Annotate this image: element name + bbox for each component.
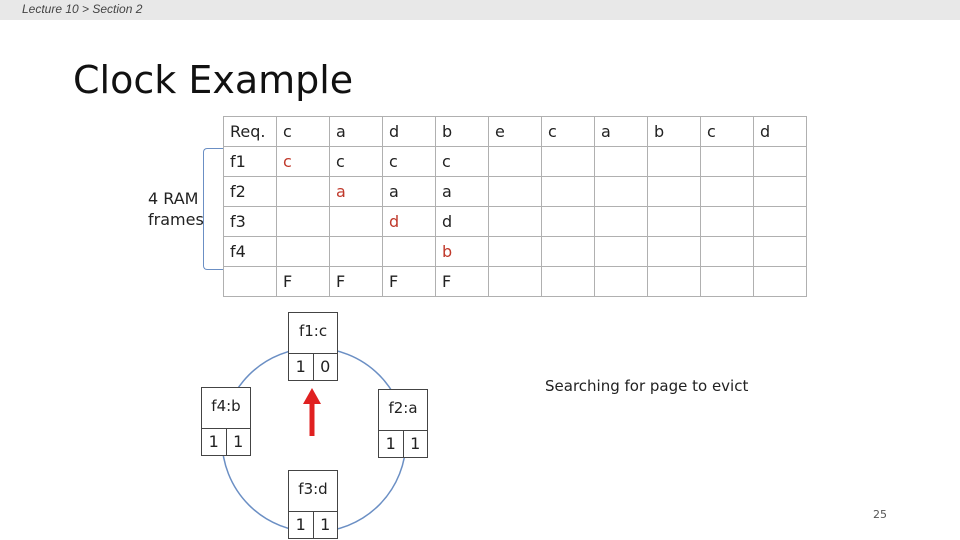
frame-label: f2:a (388, 399, 418, 417)
table-cell: F (383, 267, 436, 297)
table-cell: f3 (224, 207, 277, 237)
ram-label-line1: 4 RAM (148, 189, 199, 208)
use-bit: 1 (385, 434, 396, 453)
table-cell: c (330, 147, 383, 177)
table-cell: a (383, 177, 436, 207)
dirty-bit: 1 (313, 512, 338, 538)
dirty-bit: 1 (226, 429, 251, 455)
table-cell: c (277, 117, 330, 147)
clock-frame-f4 (201, 387, 251, 456)
table-cell: a (330, 117, 383, 147)
table-cell: b (436, 237, 489, 267)
frame-label: f3:d (298, 480, 328, 498)
table-cell: a (330, 177, 383, 207)
table-cell: c (383, 147, 436, 177)
clock-frame-f1 (288, 312, 338, 381)
page-number: 25 (873, 508, 887, 521)
clock-frame-f2 (378, 389, 428, 458)
table-cell: e (489, 117, 542, 147)
clock-frame-f3 (288, 470, 338, 539)
table-cell: F (330, 267, 383, 297)
use-bit: 1 (295, 515, 306, 534)
table-cell: d (383, 207, 436, 237)
breadcrumb: Lecture 10 > Section 2 (22, 2, 143, 16)
table-cell: c (542, 117, 595, 147)
table-cell: f1 (224, 147, 277, 177)
use-bit: 1 (208, 432, 219, 451)
status-text: Searching for page to evict (545, 377, 749, 395)
table-cell: f4 (224, 237, 277, 267)
table-cell: f2 (224, 177, 277, 207)
table-cell: b (436, 117, 489, 147)
use-bit: 1 (295, 357, 306, 376)
frame-label: f1:c (298, 322, 328, 340)
ram-label-line2: frames (148, 210, 204, 229)
red-arrow-up-icon (303, 388, 321, 436)
table-cell: a (595, 117, 648, 147)
table-cell: a (436, 177, 489, 207)
table-cell: Req. (224, 117, 277, 147)
table-cell: d (754, 117, 807, 147)
table-cell: c (277, 147, 330, 177)
table-cell: F (436, 267, 489, 297)
table-cell: d (436, 207, 489, 237)
dirty-bit: 0 (313, 354, 338, 380)
table-cell: F (277, 267, 330, 297)
table-cell: d (383, 117, 436, 147)
table-cell: c (701, 117, 754, 147)
frame-label: f4:b (211, 397, 241, 415)
slide-title: Clock Example (73, 58, 354, 102)
dirty-bit: 1 (403, 431, 428, 457)
table-cell: b (648, 117, 701, 147)
table-cell: c (436, 147, 489, 177)
